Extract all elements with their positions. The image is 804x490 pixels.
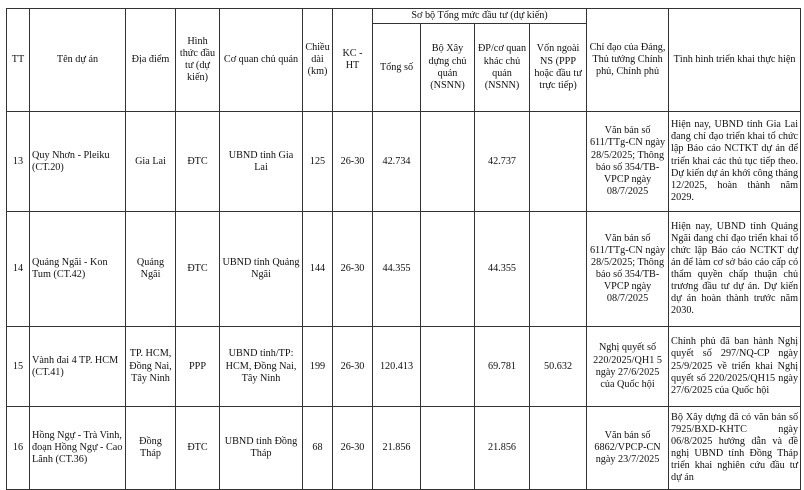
cell-location: Gia Lai: [126, 112, 176, 212]
table-header: [7, 9, 801, 112]
cell-status: Bộ Xây dựng đã có văn bản số 7925/BXD-KHTC ngày 06/8/2025 hướng dẫn và đề nghị UBND tỉnh Đồng Tháp triển khai nghiên cứu đầu tư dự án: [669, 407, 801, 490]
cell-owner-agency: UBND tỉnh/TP: HCM, Đồng Nai, Tây Ninh: [220, 327, 303, 407]
cell-tt: 16: [7, 407, 30, 490]
cell-project-name: Hồng Ngự - Trà Vinh, đoạn Hồng Ngự - Cao Lãnh (CT.36): [30, 407, 126, 490]
cell-total: 21.856: [373, 407, 421, 490]
header-local-budget: ĐP/cơ quan khác chủ quản (NSNN): [475, 24, 530, 112]
header-period: KC - HT: [333, 9, 373, 112]
cell-owner-agency: UBND tỉnh Đồng Tháp: [220, 407, 303, 490]
table-row: [7, 212, 801, 327]
cell-investment-form: ĐTC: [176, 212, 220, 327]
cell-length: 144: [303, 212, 333, 327]
cell-local-budget: 69.781: [475, 327, 530, 407]
cell-ministry-budget: [421, 407, 475, 490]
cell-length: 125: [303, 112, 333, 212]
header-location: Địa điểm: [126, 9, 176, 112]
cell-tt: 14: [7, 212, 30, 327]
cell-project-name: Quy Nhơn - Pleiku (CT.20): [30, 112, 126, 212]
cell-non-state-capital: 50.632: [530, 327, 587, 407]
header-investment-form: Hình thức đầu tư (dự kiến): [176, 9, 220, 112]
header-owner-agency: Cơ quan chủ quản: [220, 9, 303, 112]
cell-length: 68: [303, 407, 333, 490]
table-row: [7, 112, 801, 212]
cell-total: 42.734: [373, 112, 421, 212]
header-total: Tổng số: [373, 24, 421, 112]
cell-investment-form: PPP: [176, 327, 220, 407]
table-row: [7, 327, 801, 407]
cell-ministry-budget: [421, 327, 475, 407]
cell-local-budget: 42.737: [475, 112, 530, 212]
header-project-name: Tên dự án: [30, 9, 126, 112]
cell-location: TP. HCM, Đồng Nai, Tây Ninh: [126, 327, 176, 407]
header-direction: Chỉ đạo của Đảng, Thủ tướng Chính phủ, Chính phủ: [587, 9, 669, 112]
cell-investment-form: ĐTC: [176, 407, 220, 490]
cell-location: Đồng Tháp: [126, 407, 176, 490]
cell-period: 26-30: [333, 212, 373, 327]
cell-direction: Văn bản số 611/TTg-CN ngày 28/5/2025; Thông báo số 354/TB-VPCP ngày 08/7/2025: [587, 112, 669, 212]
cell-tt: 13: [7, 112, 30, 212]
cell-non-state-capital: [530, 112, 587, 212]
cell-status: Hiện nay, UBND tỉnh Quảng Ngãi đang chỉ đạo triển khai tổ chức lập Báo cáo NCTKT dự án để làm cơ sở báo cáo cấp có thẩm quyền chấp thuận chủ trương đầu tư dự án. Dự kiến dự án hoàn thành trước năm 2030.: [669, 212, 801, 327]
header-ministry-budget: Bộ Xây dựng chủ quản (NSNN): [421, 24, 475, 112]
cell-local-budget: 44.355: [475, 212, 530, 327]
cell-status: Hiện nay, UBND tỉnh Gia Lai đang chỉ đạo triển khai tổ chức lập Báo cáo NCTKT dự án để triển khai các thủ tục tiếp theo. Dự kiến dự án khởi công tháng 12/2025, hoàn thành năm 2029.: [669, 112, 801, 212]
cell-direction: Nghị quyết số 220/2025/QH1 5 ngày 27/6/2025 của Quốc hội: [587, 327, 669, 407]
cell-ministry-budget: [421, 112, 475, 212]
cell-investment-form: ĐTC: [176, 112, 220, 212]
table-row: [7, 407, 801, 490]
cell-owner-agency: UBND tỉnh Quảng Ngãi: [220, 212, 303, 327]
cell-status: Chính phủ đã ban hành Nghị quyết số 297/NQ-CP ngày 25/9/2025 về triển khai Nghị quyết số 220/2025/QH15 ngày 27/6/2025 của Quốc hội: [669, 327, 801, 407]
cell-project-name: Quảng Ngãi - Kon Tum (CT.42): [30, 212, 126, 327]
cell-owner-agency: UBND tỉnh Gia Lai: [220, 112, 303, 212]
cell-project-name: Vành đai 4 TP. HCM (CT.41): [30, 327, 126, 407]
cell-non-state-capital: [530, 212, 587, 327]
header-non-state-capital: Vốn ngoài NS (PPP hoặc đầu tư trực tiếp): [530, 24, 587, 112]
cell-length: 199: [303, 327, 333, 407]
cell-direction: Văn bản số 611/TTg-CN ngày 28/5/2025; Thông báo số 354/TB-VPCP ngày 08/7/2025: [587, 212, 669, 327]
cell-non-state-capital: [530, 407, 587, 490]
header-tt: TT: [7, 9, 30, 112]
cell-location: Quảng Ngãi: [126, 212, 176, 327]
cell-total: 44.355: [373, 212, 421, 327]
cell-direction: Văn bản số 6862/VPCP-CN ngày 23/7/2025: [587, 407, 669, 490]
cell-period: 26-30: [333, 327, 373, 407]
header-status: Tình hình triển khai thực hiện: [669, 9, 801, 112]
header-length: Chiều dài (km): [303, 9, 333, 112]
projects-table: [6, 8, 801, 490]
cell-tt: 15: [7, 327, 30, 407]
cell-period: 26-30: [333, 112, 373, 212]
cell-period: 26-30: [333, 407, 373, 490]
cell-ministry-budget: [421, 212, 475, 327]
cell-local-budget: 21.856: [475, 407, 530, 490]
header-capital-group: Sơ bộ Tổng mức đầu tư (dự kiến): [373, 9, 587, 24]
cell-total: 120.413: [373, 327, 421, 407]
table-body: [7, 112, 801, 490]
